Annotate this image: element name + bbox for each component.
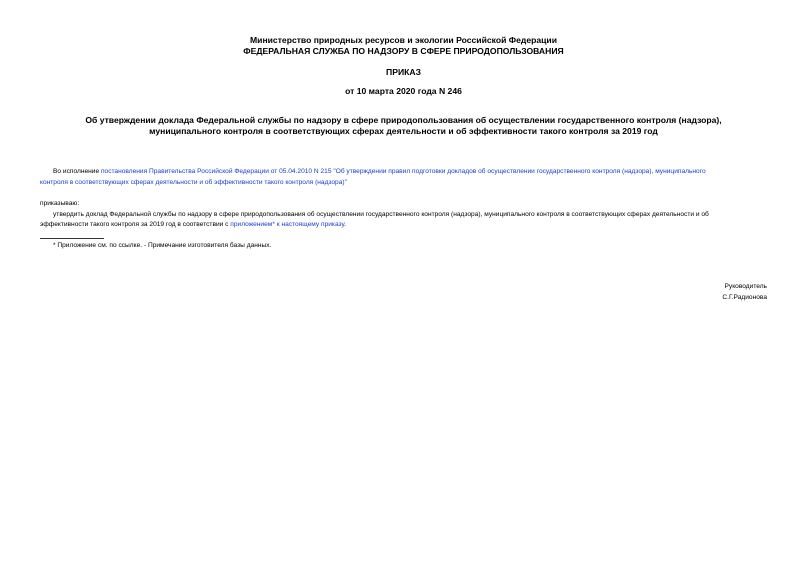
- document-title-line2: муниципального контроля в соответствующих сферах деятельности и об эффективности такого контроля за 2019 год: [149, 126, 658, 136]
- approve-end: .: [344, 221, 346, 228]
- footnote: * Приложение см. по ссылке. - Примечание изготовителя базы данных.: [53, 242, 272, 249]
- signature-position: Руководитель: [724, 283, 767, 290]
- government-decree-link-continued[interactable]: контроля в соответствующих сферах деятельности и об эффективности такого контроля (надзора)": [40, 179, 347, 186]
- document-title-line1: Об утверждении доклада Федеральной службы по надзору в сфере природопользования об осуществлении государственного контроля (надзора),: [85, 115, 722, 125]
- document-type: ПРИКАЗ: [386, 67, 421, 77]
- signature-name: С.Г.Радионова: [722, 294, 767, 301]
- approve-paragraph-line1: утвердить доклад Федеральной службы по надзору в сфере природопользования об осуществлении государственного контроля (надзора), муниципального контроля в соответствующих сферах деятельности и об: [53, 211, 709, 218]
- footnote-divider: [40, 238, 104, 239]
- intro-paragraph-line1: [53, 166, 706, 178]
- intro-paragraph-line2: [40, 177, 347, 189]
- order-word: приказываю:: [40, 200, 80, 207]
- this-order-link[interactable]: к настоящему приказу: [276, 221, 345, 228]
- approve-prefix: эффективности такого контроля за 2019 год в соответствии с: [40, 221, 231, 228]
- document-date-number: от 10 марта 2020 года N 246: [345, 86, 462, 96]
- government-decree-link[interactable]: постановления Правительства Российской Федерации от 05.04.2010 N 215 "Об утверждении правил подготовки докладов об осуществлении государственного контроля (надзора), муниципального: [100, 168, 706, 175]
- intro-prefix: Во исполнение: [53, 168, 101, 175]
- approve-paragraph-line2: [40, 219, 346, 231]
- ministry-name: Министерство природных ресурсов и экологии Российской Федерации: [250, 35, 557, 45]
- appendix-link[interactable]: приложением*: [230, 221, 275, 228]
- service-name: ФЕДЕРАЛЬНАЯ СЛУЖБА ПО НАДЗОРУ В СФЕРЕ ПРИРОДОПОЛЬЗОВАНИЯ: [243, 46, 564, 56]
